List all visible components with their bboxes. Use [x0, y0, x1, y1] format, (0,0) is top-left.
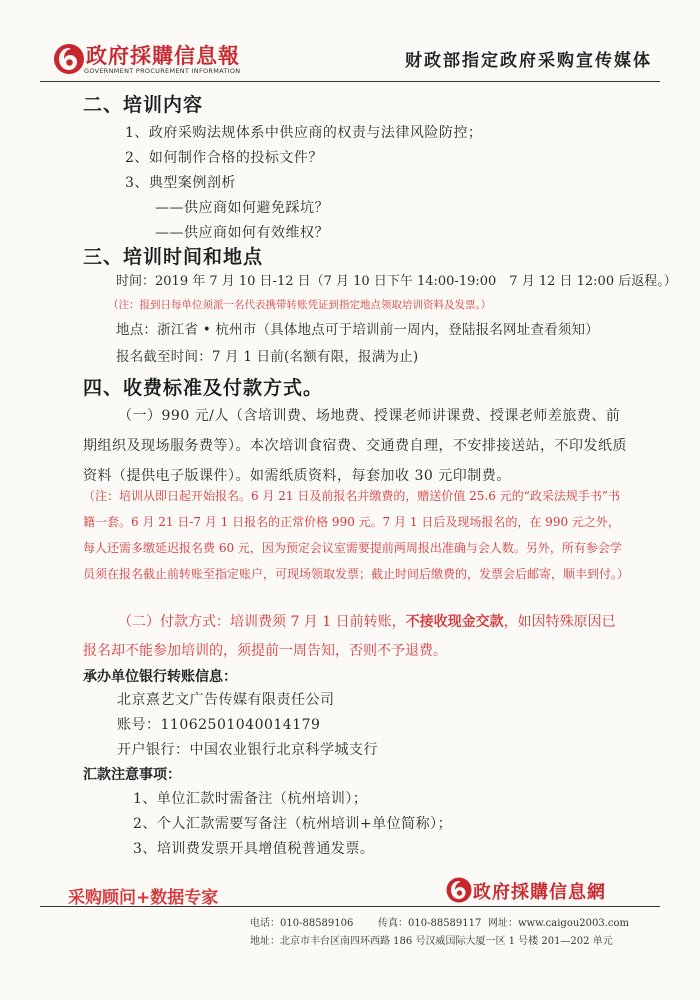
- fee-paragraph: （一）990 元/人（含培训费、场地费、授课老师讲课费、授课老师差旅费、前期组织及现场服务费等）。本次培训食宿费、交通费自理，不安排接送站，不印发纸质资料（提供电子版课件）。如需纸质资料，每套加收 30 元印制费。: [83, 408, 627, 484]
- remittance-label: 汇款注意事项：: [83, 767, 181, 783]
- footer-logo-mark-icon: [445, 876, 473, 904]
- fee-note: （注：培训从即日起开始报名。6 月 21 日及前报名并缴费的，赠送价值 25.6 元的“政采法规手书”书籍一套。6 月 21 日-7 月 1 日报名的正常价格 990 元。7 月 1 日后及现场报名的，在 990 元之外，每人还需多缴延迟报名费 60 元，因为预定会议室需要提前两周报出准确与会人数。另外，所有参会学员须在报名截止前转账至指定账户，可现场领取发票；截止时间后缴费的，发票会后邮寄，顺丰到付。）: [83, 489, 630, 581]
- section-heading-fees: 四、收费标准及付款方式。: [83, 377, 324, 399]
- sub-list-item: ——供应商如何有效维权？: [155, 225, 329, 241]
- section-heading-training-content: 二、培训内容: [83, 94, 204, 116]
- registration-deadline: 报名截至时间：7 月 1 日前(名额有限，报满为止): [116, 349, 419, 365]
- contact-fax: 传真：010-88589117: [378, 918, 482, 929]
- contact-address: 地址：北京市丰台区南四环西路 186 号汉威国际大厦一区 1 号楼 201—202 单元: [250, 936, 613, 947]
- bank-info-label: 承办单位银行转账信息：: [83, 669, 237, 685]
- logo-subtitle: GOVERNMENT PROCUREMENT INFORMATION: [84, 67, 241, 75]
- contact-phone: 电话：010-88589106: [250, 918, 354, 929]
- section-heading-time-place: 三、培训时间和地点: [83, 246, 264, 268]
- logo-title: 政府採購信息報: [86, 43, 240, 68]
- remittance-item: 1、单位汇款时需备注（杭州培训）；: [133, 791, 368, 807]
- payment-paragraph: [83, 608, 628, 666]
- bank-company: 北京熹艺文广告传媒有限责任公司: [117, 692, 335, 708]
- contact-website: 网址：www.caigou2003.com: [488, 918, 630, 929]
- remittance-item: 2、个人汇款需要写备注（杭州培训+单位简称）；: [133, 816, 453, 832]
- list-item: 1、政府采购法规体系中供应商的权责与法律风险防控；: [125, 125, 483, 141]
- bank-account: 账号：11062501040014179: [117, 717, 321, 733]
- header-slogan: 财政部指定政府采购宣传媒体: [405, 51, 652, 71]
- payment-text-a: （二）付款方式：培训费须 7 月 1 日前转账，: [118, 614, 406, 630]
- newspaper-logo: [52, 40, 292, 84]
- header-divider: [40, 81, 660, 82]
- list-item: 2、如何制作合格的投标文件？: [125, 150, 323, 166]
- footer-slogan: 采购顾问+数据专家: [68, 888, 219, 908]
- registration-note: （注：报到日每单位须派一名代表携带转账凭证到指定地点领取培训资料及发票。）: [108, 299, 492, 311]
- sub-list-item: ——供应商如何避免踩坑？: [155, 200, 329, 216]
- logo-mark-icon: [52, 42, 86, 76]
- remittance-item: 3、培训费发票开具增值税普通发票。: [133, 841, 375, 857]
- training-place: 地点：浙江省 • 杭州市（具体地点可于培训前一周内，登陆报名网址查看须知）: [116, 322, 599, 338]
- training-time: 时间：2019 年 7 月 10 日-12 日（7 月 10 日下午 14:00-19:00 7 月 12 日 12:00 后返程。）: [116, 274, 677, 289]
- website-logo: [445, 876, 645, 906]
- footer-logo-title: 政府採購信息網: [473, 882, 606, 903]
- no-cash-emphasis: 不接收现金交款: [405, 614, 504, 630]
- footer-divider: [40, 906, 660, 907]
- list-item: 3、典型案例剖析: [125, 175, 236, 191]
- bank-name: 开户银行：中国农业银行北京科学城支行: [117, 742, 378, 758]
- payment-text-c: ，如因特殊原因已报名却不能参加培训的，须提前一周告知，否则不予退费。: [83, 614, 616, 659]
